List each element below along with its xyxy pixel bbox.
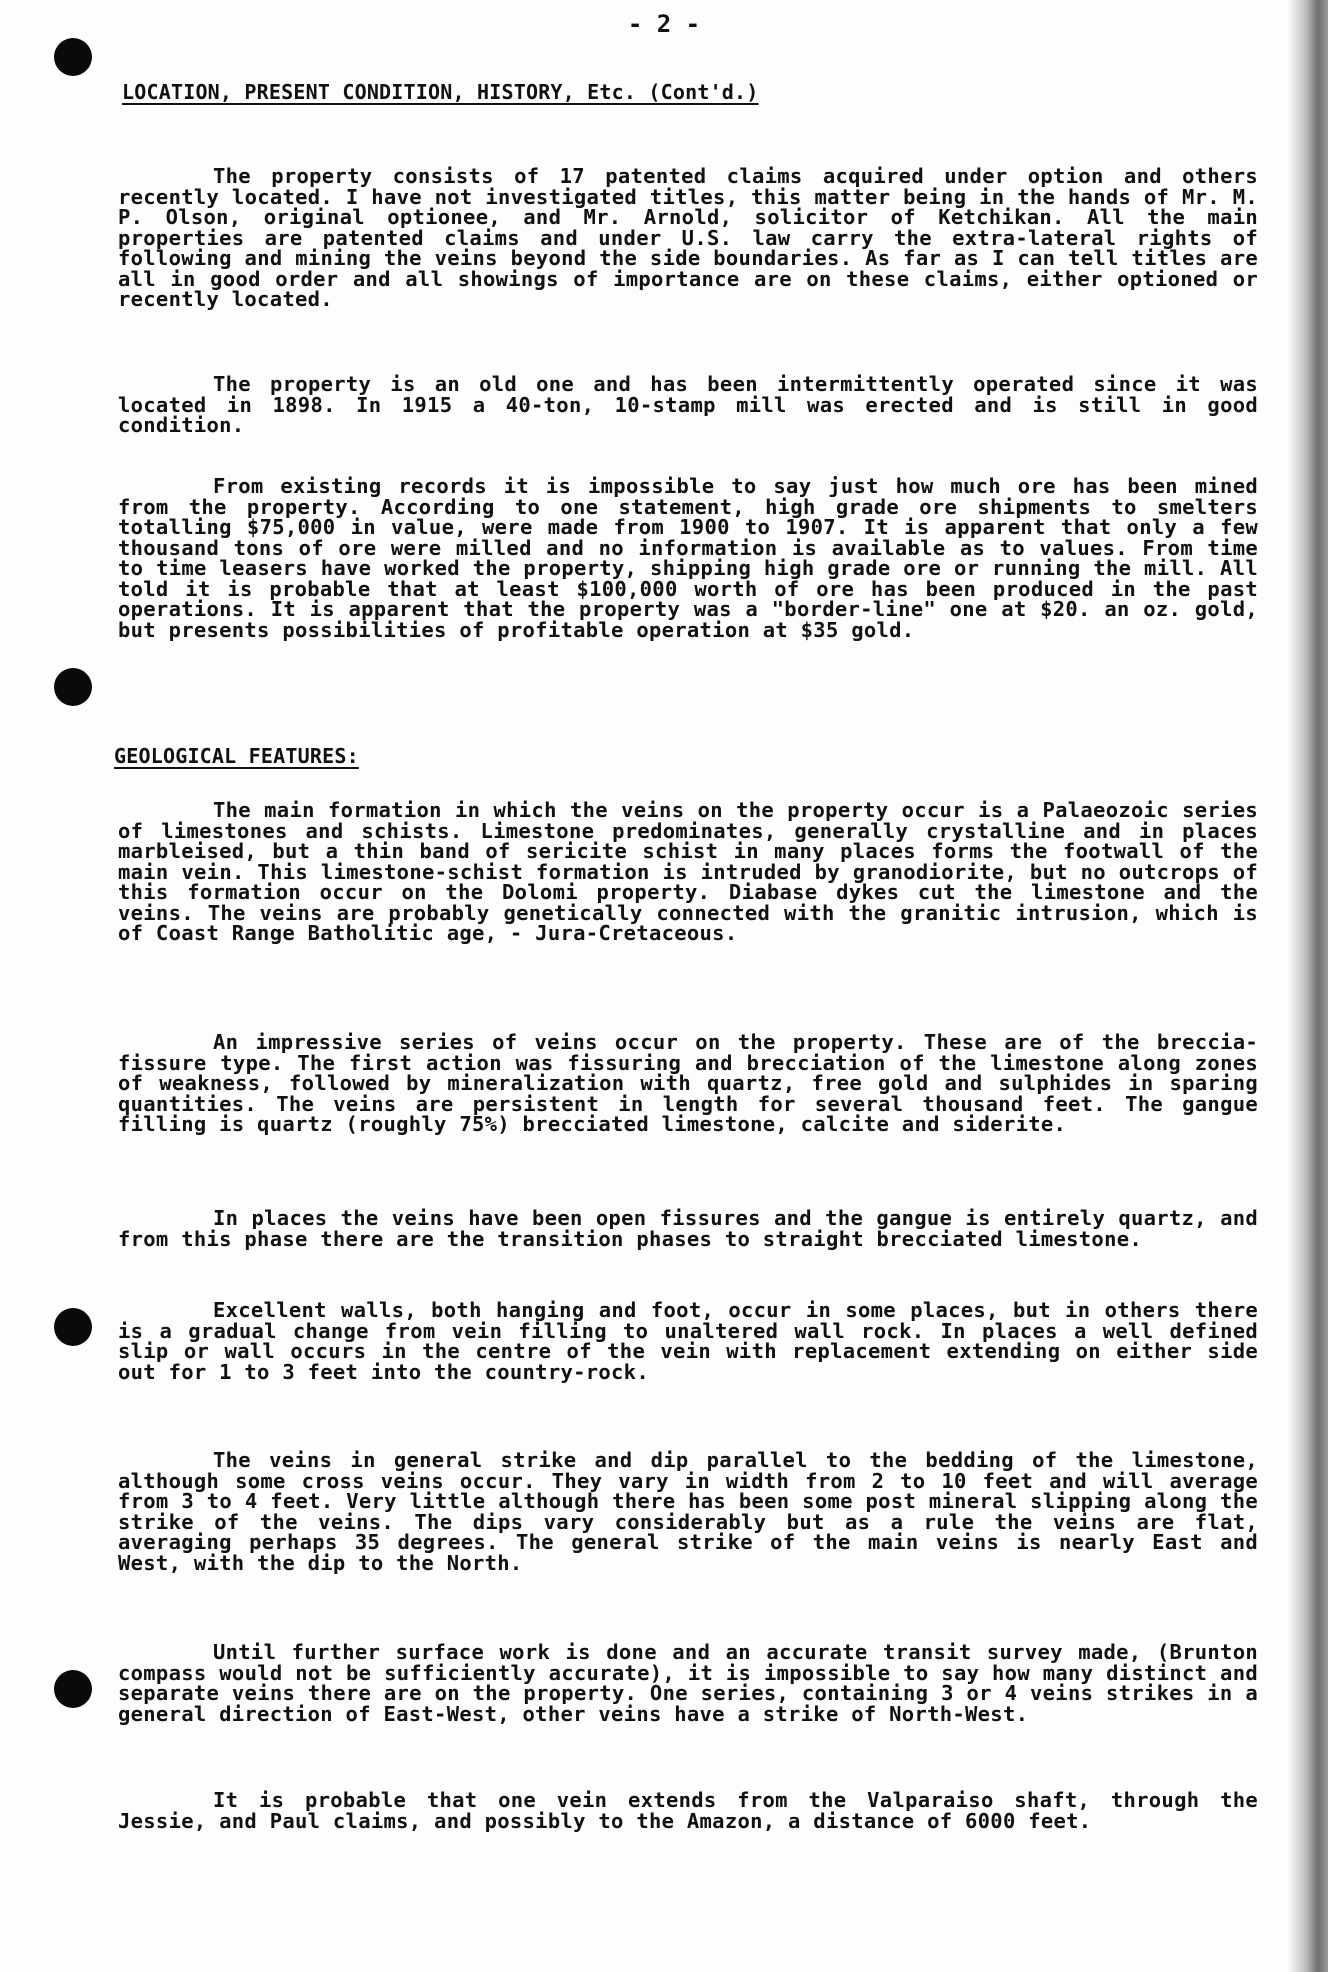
punch-hole-icon bbox=[54, 38, 92, 76]
punch-hole-icon bbox=[54, 1670, 92, 1708]
paragraph-property-history: The property is an old one and has been intermittently operated since it was located in 1898. In 1915 a 40-ton, 10-stamp mill was erected and is still in good condition. bbox=[118, 372, 1258, 437]
scanned-page-edge bbox=[1288, 0, 1328, 1972]
paragraph-strike-dip: The veins in general strike and dip parallel to the bedding of the limestone, although some cross veins occur. They vary in width from 2 to 10 feet and will average from 3 to 4 feet. Very little although there has been some post mineral slipping along the strike of the veins. The dips vary considerably but as a rule the veins are flat, averaging perhaps 35 degrees. The general strike of the main veins is nearly East and West, with the dip to the North. bbox=[118, 1448, 1258, 1575]
paragraph-open-fissures: In places the veins have been open fissures and the gangue is entirely quartz, and from this phase there are the transition phases to straight brecciated limestone. bbox=[118, 1206, 1258, 1251]
paragraph-walls: Excellent walls, both hanging and foot, occur in some places, but in others there is a gradual change from vein filling to unaltered wall rock. In places a well defined slip or wall occurs in the centre of the vein with replacement extending on either side out for 1 to 3 feet into the country-rock. bbox=[118, 1298, 1258, 1384]
paragraph-vein-extent: It is probable that one vein extends from the Valparaiso shaft, through the Jessie, and Paul claims, and possibly to the Amazon, a distance of 6000 feet. bbox=[118, 1788, 1258, 1833]
paragraph-main-formation: The main formation in which the veins on the property occur is a Palaeozoic series of limestones and schists. Limestone predominates, generally crystalline and in places marbleised, but a thin band of sericite schist in many places forms the footwall of the main vein. This limestone-schist formation is intruded by granodiorite, but no outcrops of this formation occur on the Dolomi property. Diabase dykes cut the limestone and the veins. The veins are probably genetically connected with the granitic intrusion, which is of Coast Range Batholitic age, - Jura-Cretaceous. bbox=[118, 798, 1258, 945]
paragraph-survey: Until further surface work is done and an accurate transit survey made, (Brunton compass would not be sufficiently accurate), it is impossible to say how many distinct and separate veins there are on the property. One series, containing 3 or 4 veins strikes in a general direction of East-West, other veins have a strike of North-West. bbox=[118, 1640, 1258, 1726]
paragraph-property-claims: The property consists of 17 patented claims acquired under option and others recently located. I have not investigated titles, this matter being in the hands of Mr. M. P. Olson, original optionee, and Mr. Arnold, solicitor of Ketchikan. All the main properties are patented claims and under U.S. law carry the extra-lateral rights of following and mining the veins beyond the side boundaries. As far as I can tell titles are all in good order and all showings of importance are on these claims, either optioned or recently located. bbox=[118, 164, 1258, 311]
punch-hole-icon bbox=[54, 1308, 92, 1346]
page-number: - 2 - bbox=[627, 10, 701, 38]
paragraph-production-records: From existing records it is impossible to say just how much ore has been mined from the property. According to one statement, high grade ore shipments to smelters totalling $75,000 in value, were made from 1900 to 1907. It is apparent that only a few thousand tons of ore were milled and no information is available as to values. From time to time leasers have worked the property, shipping high grade ore or running the mill. All told it is probable that at least $100,000 worth of ore has been produced in the past operations. It is apparent that the property was a "border-line" one at $20. an oz. gold, but presents possibilities of profitable operation at $35 gold. bbox=[118, 474, 1258, 642]
section-heading-geological: GEOLOGICAL FEATURES: bbox=[114, 744, 359, 768]
paragraph-vein-series: An impressive series of veins occur on the property. These are of the breccia-fissure type. The first action was fissuring and brecciation of the limestone along zones of weakness, followed by mineralization with quartz, free gold and sulphides in sparing quantities. The veins are persistent in length for several thousand feet. The gangue filling is quartz (roughly 75%) brecciated limestone, calcite and siderite. bbox=[118, 1030, 1258, 1136]
punch-hole-icon bbox=[54, 668, 92, 706]
section-heading-location: LOCATION, PRESENT CONDITION, HISTORY, Etc. (Cont'd.) bbox=[122, 80, 759, 104]
